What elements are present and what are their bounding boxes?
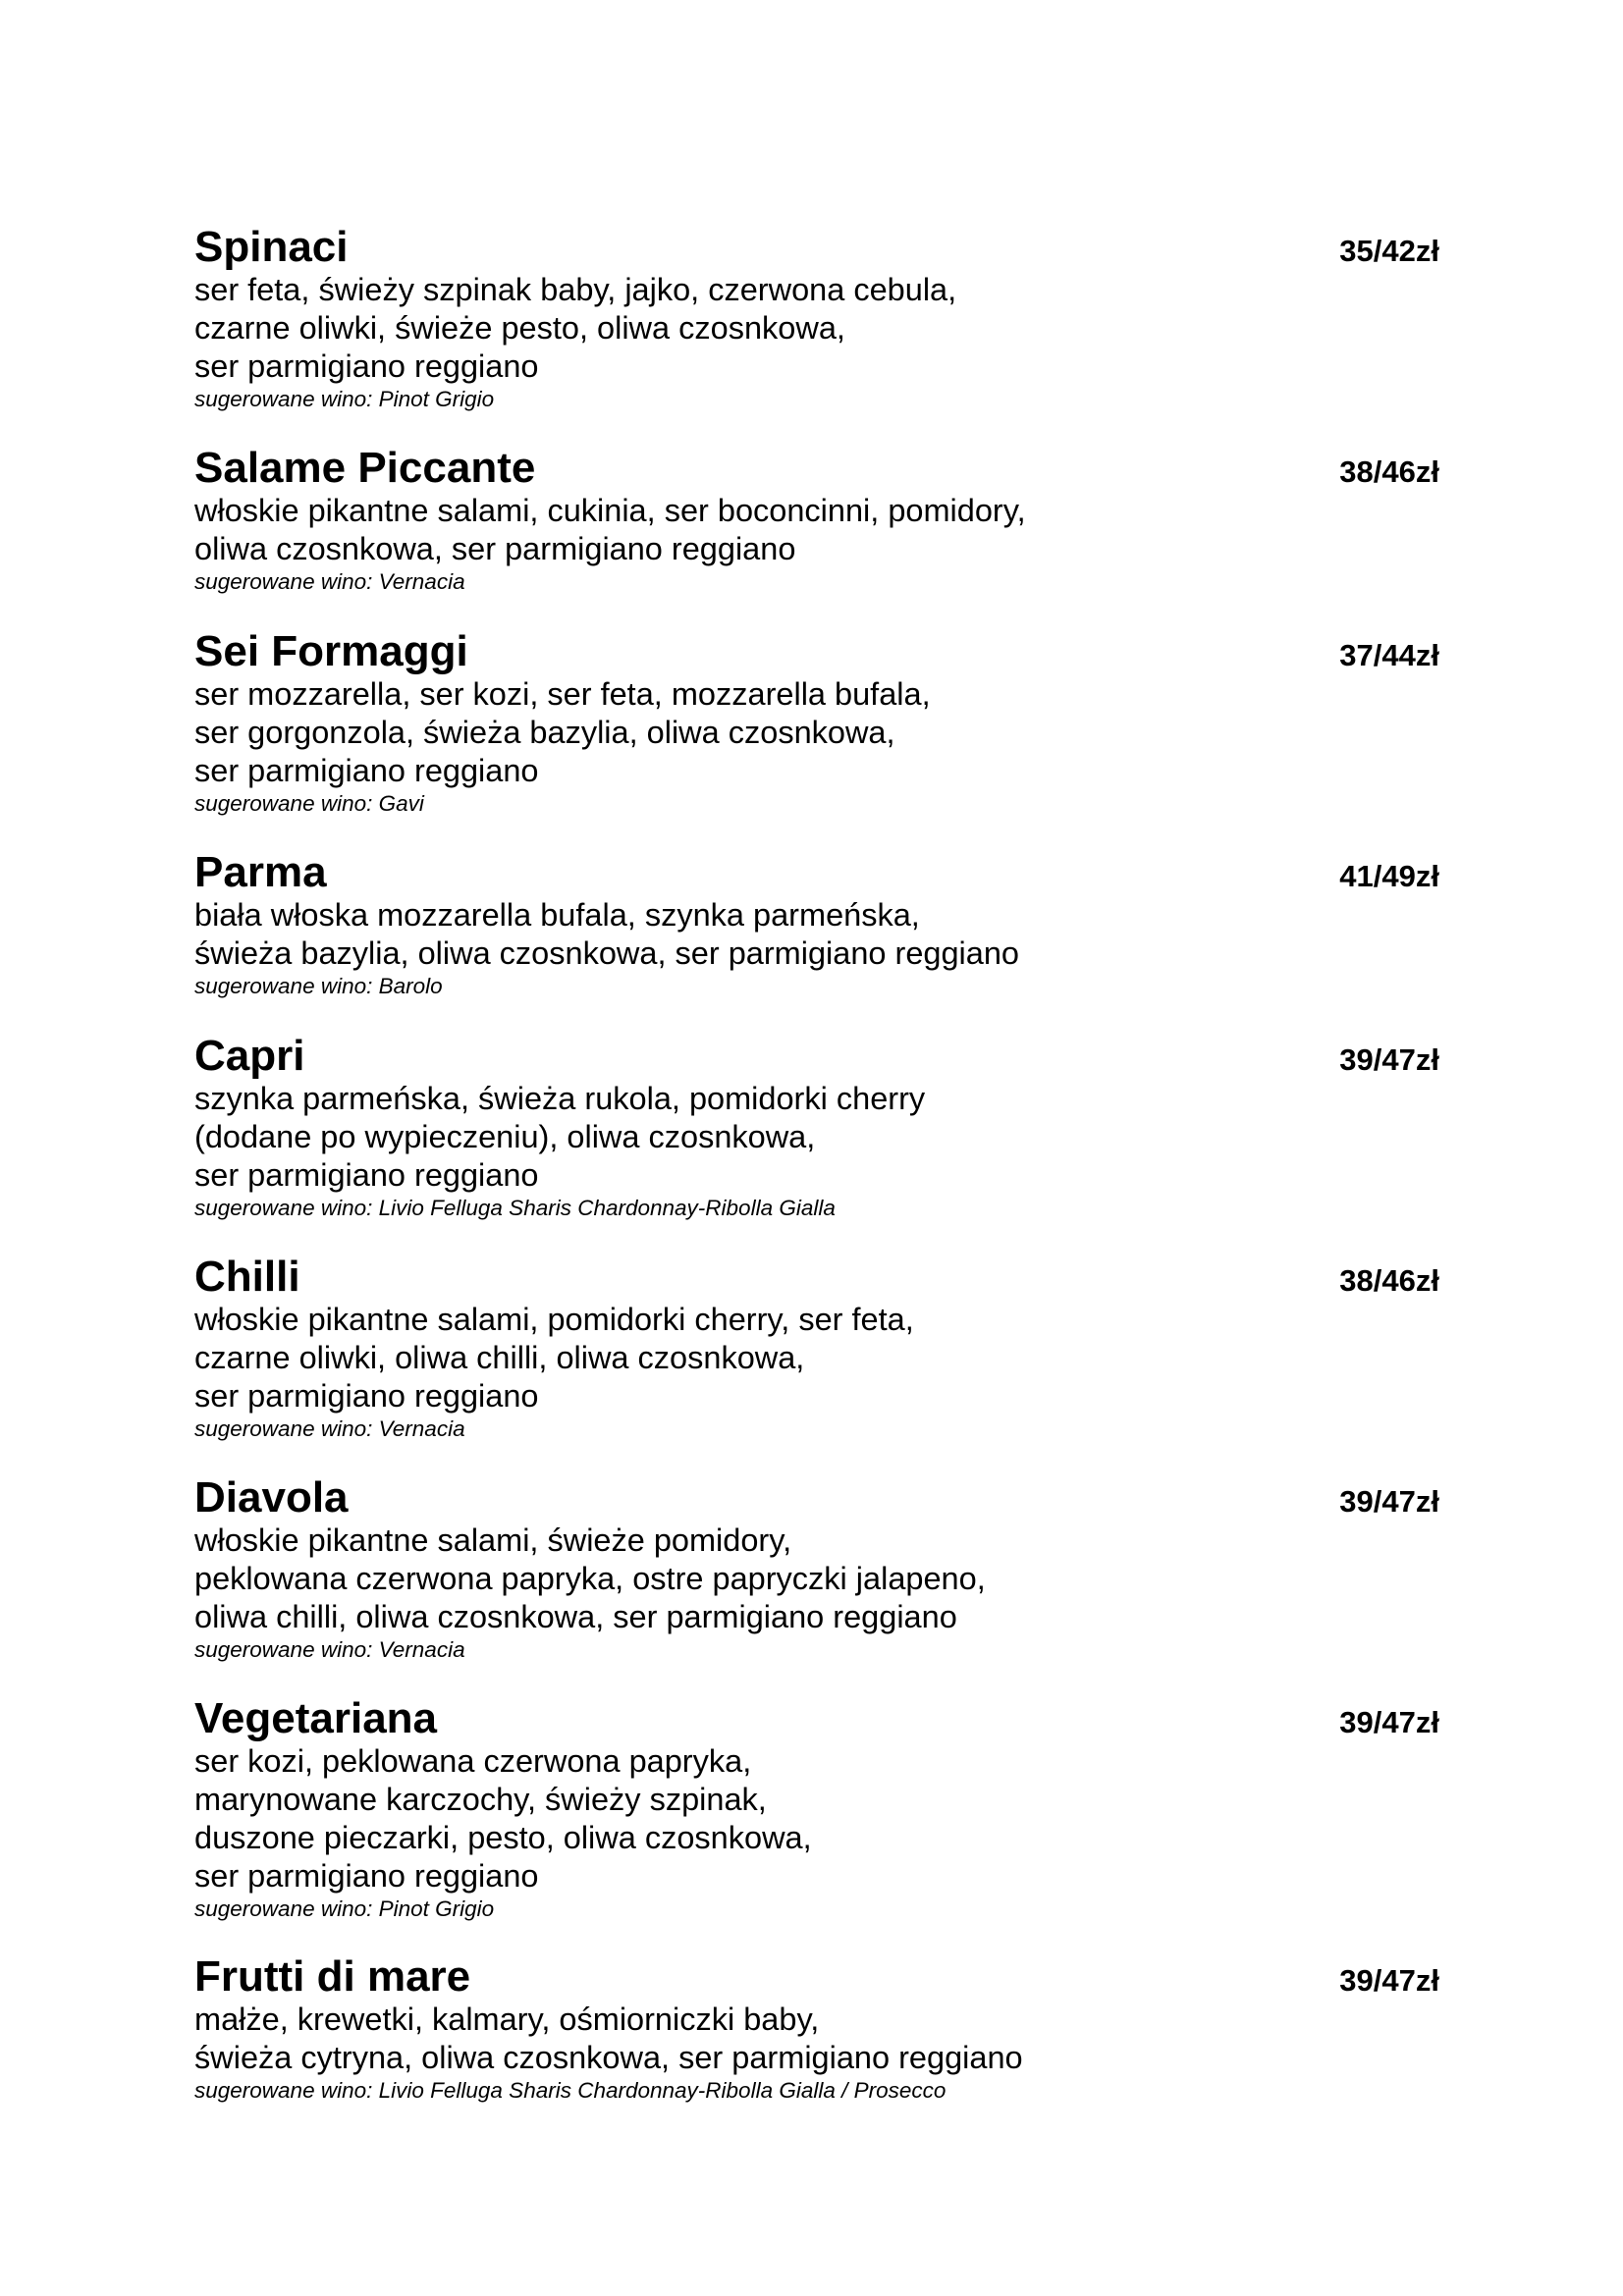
description-line: włoskie pikantne salami, cukinia, ser boconcinni, pomidory, bbox=[194, 493, 1026, 528]
description-line: ser parmigiano reggiano bbox=[194, 1157, 539, 1193]
wine-suggestion: sugerowane wino: Gavi bbox=[194, 791, 424, 816]
description-line: marynowane karczochy, świeży szpinak, bbox=[194, 1782, 767, 1817]
item-price: 37/44zł bbox=[1339, 638, 1439, 672]
item-price: 39/47zł bbox=[1339, 1484, 1439, 1519]
item-description bbox=[194, 1522, 1439, 1636]
description-line: peklowana czerwona papryka, ostre papryczki jalapeno, bbox=[194, 1561, 986, 1596]
menu-item bbox=[194, 1254, 1439, 1442]
wine-suggestion: sugerowane wino: Pinot Grigio bbox=[194, 1896, 495, 1921]
description-line: ser parmigiano reggiano bbox=[194, 348, 539, 384]
menu-item bbox=[194, 849, 1439, 999]
item-description bbox=[194, 896, 1439, 973]
item-description bbox=[194, 271, 1439, 386]
wine-suggestion: sugerowane wino: Vernacia bbox=[194, 1416, 465, 1441]
item-name: Parma bbox=[194, 848, 327, 896]
wine-suggestion: sugerowane wino: Pinot Grigio bbox=[194, 387, 495, 411]
menu-item bbox=[194, 1474, 1439, 1663]
item-description bbox=[194, 492, 1439, 568]
item-name: Vegetariana bbox=[194, 1694, 438, 1742]
item-name: Diavola bbox=[194, 1473, 349, 1522]
item-name: Spinaci bbox=[194, 223, 349, 271]
description-line: ser parmigiano reggiano bbox=[194, 1858, 539, 1894]
item-name: Salame Piccante bbox=[194, 444, 536, 492]
menu-item bbox=[194, 445, 1439, 595]
description-line: (dodane po wypieczeniu), oliwa czosnkowa, bbox=[194, 1119, 816, 1154]
item-price: 39/47zł bbox=[1339, 1042, 1439, 1077]
description-line: oliwa chilli, oliwa czosnkowa, ser parmigiano reggiano bbox=[194, 1599, 957, 1634]
item-price: 35/42zł bbox=[1339, 234, 1439, 268]
description-line: ser feta, świeży szpinak baby, jajko, czerwona cebula, bbox=[194, 272, 957, 307]
description-line: oliwa czosnkowa, ser parmigiano reggiano bbox=[194, 531, 796, 566]
item-price: 38/46zł bbox=[1339, 454, 1439, 489]
item-description bbox=[194, 1301, 1439, 1415]
description-line: szynka parmeńska, świeża rukola, pomidorki cherry bbox=[194, 1081, 926, 1116]
description-line: czarne oliwki, oliwa chilli, oliwa czosnkowa, bbox=[194, 1340, 805, 1375]
item-description bbox=[194, 1742, 1439, 1896]
item-price: 38/46zł bbox=[1339, 1263, 1439, 1298]
description-line: duszone pieczarki, pesto, oliwa czosnkowa, bbox=[194, 1820, 812, 1855]
description-line: ser gorgonzola, świeża bazylia, oliwa czosnkowa, bbox=[194, 715, 895, 750]
item-description bbox=[194, 1080, 1439, 1195]
description-line: czarne oliwki, świeże pesto, oliwa czosnkowa, bbox=[194, 310, 845, 346]
description-line: ser parmigiano reggiano bbox=[194, 753, 539, 788]
wine-suggestion: sugerowane wino: Barolo bbox=[194, 974, 443, 998]
item-name: Sei Formaggi bbox=[194, 627, 468, 675]
item-name: Frutti di mare bbox=[194, 1952, 471, 2001]
item-price: 39/47zł bbox=[1339, 1705, 1439, 1739]
menu-item bbox=[194, 628, 1439, 817]
wine-suggestion: sugerowane wino: Vernacia bbox=[194, 1637, 465, 1662]
description-line: ser parmigiano reggiano bbox=[194, 1378, 539, 1414]
description-line: włoskie pikantne salami, pomidorki cherry, ser feta, bbox=[194, 1302, 914, 1337]
description-line: świeża cytryna, oliwa czosnkowa, ser parmigiano reggiano bbox=[194, 2040, 1023, 2075]
description-line: biała włoska mozzarella bufala, szynka parmeńska, bbox=[194, 897, 920, 933]
description-line: małże, krewetki, kalmary, ośmiorniczki baby, bbox=[194, 2002, 820, 2037]
menu-item bbox=[194, 1033, 1439, 1221]
item-description bbox=[194, 2001, 1439, 2077]
description-line: włoskie pikantne salami, świeże pomidory, bbox=[194, 1522, 792, 1558]
description-line: świeża bazylia, oliwa czosnkowa, ser parmigiano reggiano bbox=[194, 935, 1020, 971]
wine-suggestion: sugerowane wino: Livio Felluga Sharis Chardonnay-Ribolla Gialla / Prosecco bbox=[194, 2078, 947, 2103]
item-name: Capri bbox=[194, 1032, 305, 1080]
description-line: ser mozzarella, ser kozi, ser feta, mozzarella bufala, bbox=[194, 676, 931, 712]
item-name: Chilli bbox=[194, 1253, 300, 1301]
item-price: 41/49zł bbox=[1339, 859, 1439, 893]
item-price: 39/47zł bbox=[1339, 1963, 1439, 1998]
wine-suggestion: sugerowane wino: Vernacia bbox=[194, 569, 465, 594]
description-line: ser kozi, peklowana czerwona papryka, bbox=[194, 1743, 752, 1779]
wine-suggestion: sugerowane wino: Livio Felluga Sharis Chardonnay-Ribolla Gialla bbox=[194, 1196, 836, 1220]
item-description bbox=[194, 675, 1439, 790]
menu-item bbox=[194, 224, 1439, 412]
menu-item bbox=[194, 1953, 1439, 2104]
menu-item bbox=[194, 1695, 1439, 1922]
